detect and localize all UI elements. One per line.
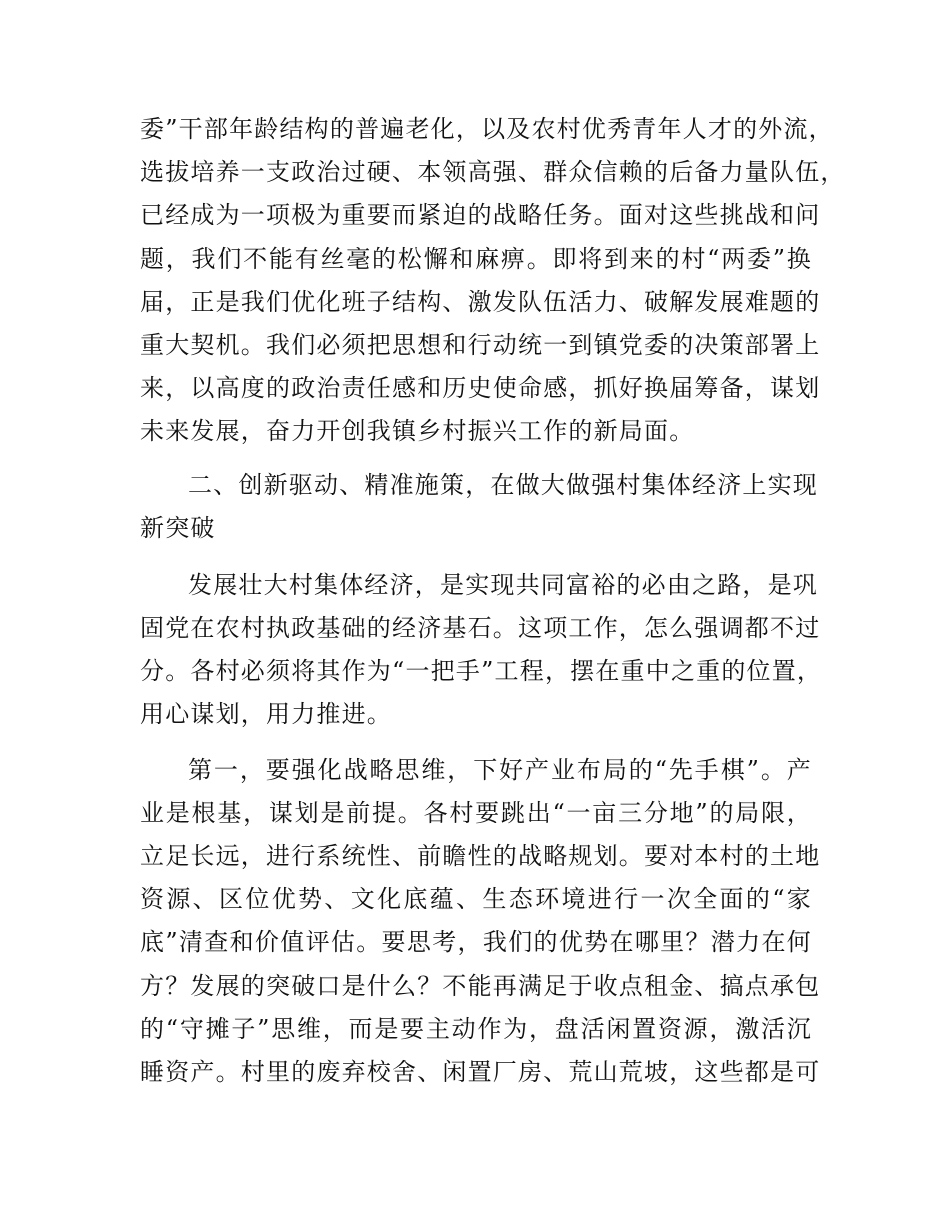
text-line: 题，我们不能有丝毫的松懈和麻痹。即将到来的村“两委”换: [140, 244, 812, 273]
document-body: [140, 108, 846, 1094]
paragraph-strategic-thinking: [140, 749, 821, 1095]
text-line: 重大契机。我们必须把思想和行动统一到镇党委的决策部署上: [140, 330, 821, 359]
text-line: 届，正是我们优化班子结构、激发队伍活力、破解发展难题的: [140, 287, 821, 316]
text-line: 已经成为一项极为重要而紧迫的战略任务。面对这些挑战和问: [140, 201, 821, 230]
paragraph-cadre-succession: [140, 108, 846, 454]
section-heading-line: 二、创新驱动、精准施策，在做大做强村集体经济上实现: [188, 470, 818, 499]
text-line: 来，以高度的政治责任感和历史使命感，抓好换届筹备，谋划: [140, 374, 821, 403]
text-line: 分。各村必须将其作为“一把手”工程，摆在重中之重的位置，: [140, 657, 823, 686]
text-line: 选拔培养一支政治过硬、本领高强、群众信赖的后备力量队伍，: [140, 158, 846, 187]
section-heading: [140, 464, 818, 550]
text-line: 睡资产。村里的废弃校舍、闲置厂房、荒山荒坡，这些都是可: [140, 1057, 821, 1086]
text-line: 业是根基，谋划是前提。各村要跳出“一亩三分地”的局限，: [140, 798, 812, 827]
text-line: 用心谋划，用力推进。: [140, 700, 392, 729]
section-heading-line: 新突破: [140, 513, 216, 542]
text-line: 未来发展，奋力开创我镇乡村振兴工作的新局面。: [140, 417, 695, 446]
text-line: 资源、区位优势、文化底蕴、生态环境进行一次全面的“家: [140, 885, 812, 914]
text-line: 发展壮大村集体经济，是实现共同富裕的必由之路，是巩: [188, 570, 818, 599]
text-line: 委”干部年龄结构的普遍老化，以及农村优秀青年人才的外流，: [140, 115, 834, 143]
text-line: 立足长远，进行系统性、前瞻性的战略规划。要对本村的土地: [140, 842, 821, 870]
paragraph-collective-economy: [140, 564, 823, 737]
text-line: 底”清查和价值评估。要思考，我们的优势在哪里？潜力在何: [140, 928, 812, 957]
text-line: 第一，要强化战略思维，下好产业布局的“先手棋”。产: [188, 755, 812, 784]
text-line: 方？发展的突破口是什么？不能再满足于收点租金、搞点承包: [140, 971, 821, 1000]
text-line: 固党在农村执政基础的经济基石。这项工作，怎么强调都不过: [140, 614, 821, 643]
text-line: 的“守摊子”思维，而是要主动作为，盘活闲置资源，激活沉: [140, 1014, 812, 1043]
